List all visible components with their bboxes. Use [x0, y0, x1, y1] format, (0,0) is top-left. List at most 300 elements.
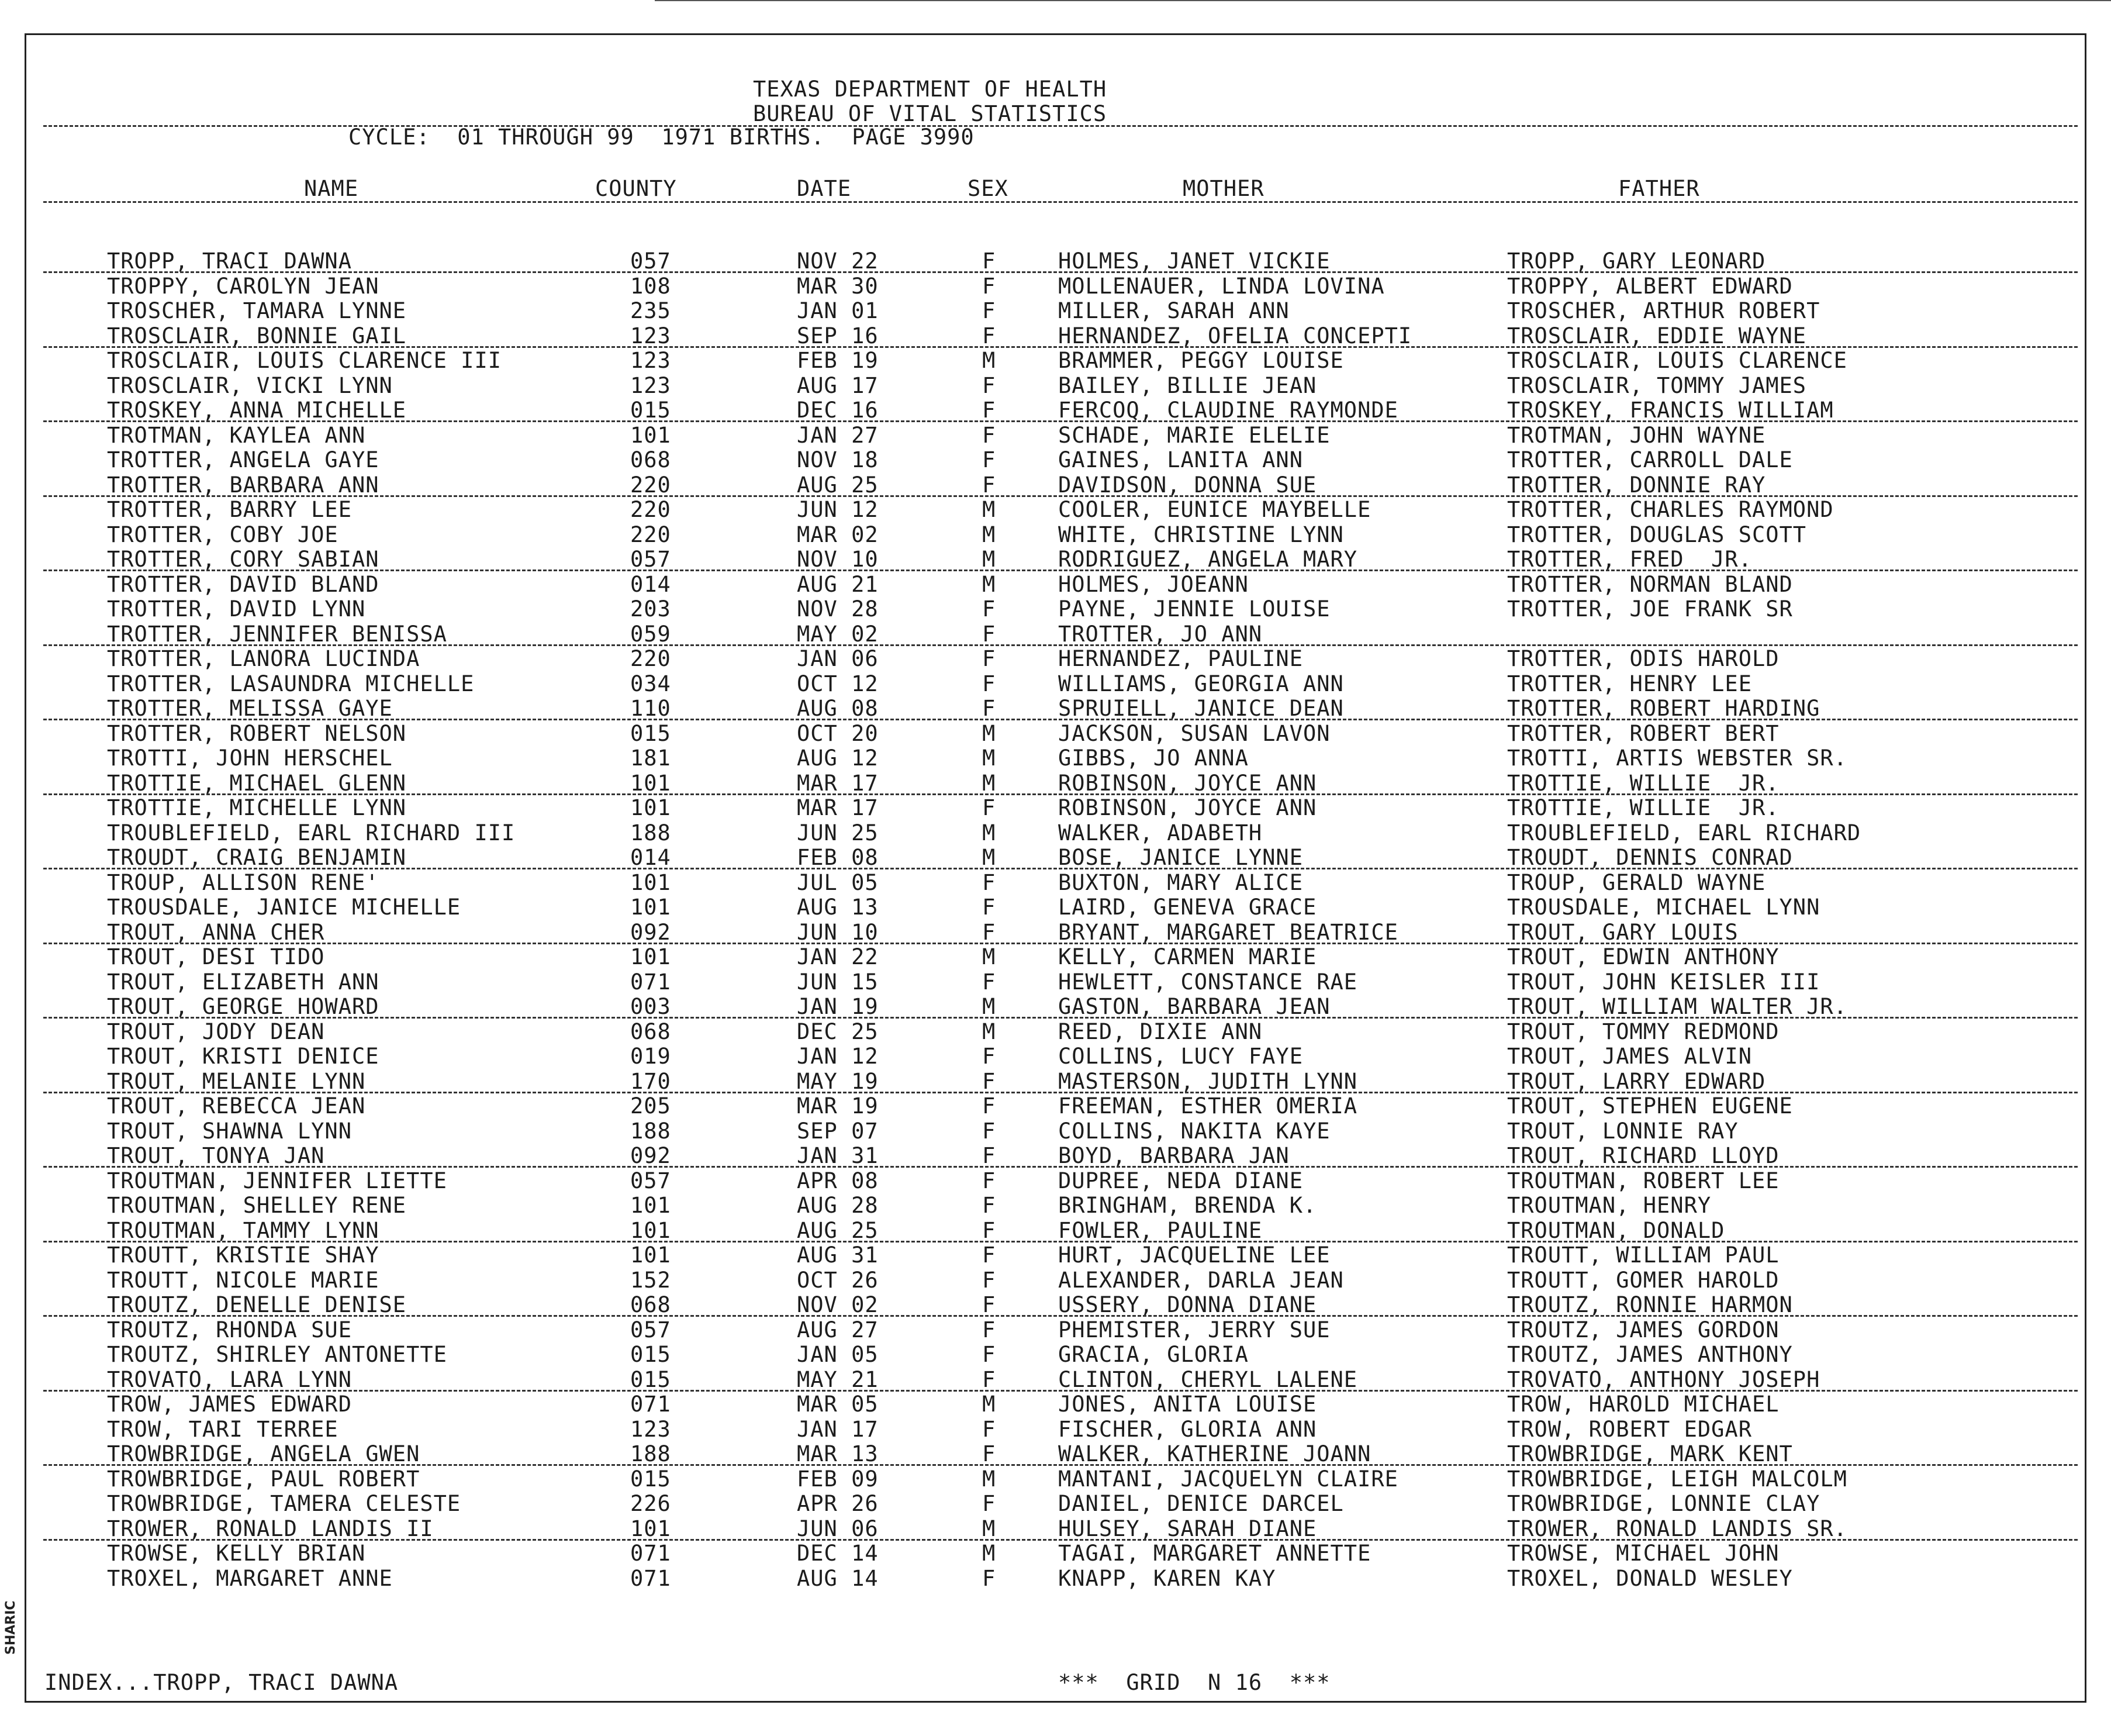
record-sex: F [982, 919, 996, 945]
record-name: TROTTER, CORY SABIAN [107, 547, 379, 572]
record-father: TROWBRIDGE, LONNIE CLAY [1507, 1491, 1820, 1516]
record-sex: F [982, 1416, 996, 1442]
record-county: 019 [630, 1044, 671, 1069]
record-name: TROWER, RONALD LANDIS II [107, 1516, 434, 1541]
record-county: 181 [630, 746, 671, 771]
record-name: TROTTER, ANGELA GAYE [107, 447, 379, 472]
record-sex: M [982, 571, 996, 597]
record-date: AUG 25 [797, 472, 879, 498]
record-sex: F [982, 621, 996, 647]
record-sex: F [982, 671, 996, 696]
record-date: AUG 17 [797, 372, 879, 398]
record-mother: COOLER, EUNICE MAYBELLE [1058, 497, 1371, 522]
record-mother: SPRUIELL, JANICE DEAN [1058, 696, 1344, 721]
record-sex: F [982, 1217, 996, 1243]
record-father: TROTTER, FRED JR. [1507, 547, 1752, 572]
record-sex: F [982, 1317, 996, 1342]
record-sex: F [982, 969, 996, 995]
record-date: JUN 10 [797, 919, 879, 945]
record-mother: PAYNE, JENNIE LOUISE [1058, 596, 1331, 622]
record-county: 068 [630, 1292, 671, 1317]
record-father: TROUP, GERALD WAYNE [1507, 869, 1766, 895]
record-name: TROTTER, DAVID BLAND [107, 571, 379, 597]
record-sex: F [982, 646, 996, 671]
column-header-sex: SEX [968, 176, 1008, 201]
record-mother: MILLER, SARAH ANN [1058, 298, 1290, 323]
record-county: 015 [630, 1342, 671, 1367]
record-mother: HULSEY, SARAH DIANE [1058, 1516, 1317, 1541]
record-mother: TROTTER, JO ANN [1058, 621, 1263, 647]
record-sex: F [982, 1193, 996, 1218]
record-sex: F [982, 1491, 996, 1516]
record-mother: COLLINS, LUCY FAYE [1058, 1044, 1303, 1069]
record-mother: WALKER, KATHERINE JOANN [1058, 1441, 1371, 1466]
record-name: TROTTER, LANORA LUCINDA [107, 646, 420, 671]
record-mother: WALKER, ADABETH [1058, 820, 1263, 845]
record-date: FEB 09 [797, 1466, 879, 1492]
record-sex: F [982, 447, 996, 472]
record-date: JUN 06 [797, 1516, 879, 1541]
record-name: TROVATO, LARA LYNN [107, 1366, 352, 1392]
record-mother: ROBINSON, JOYCE ANN [1058, 795, 1317, 820]
record-father: TROW, HAROLD MICHAEL [1507, 1392, 1780, 1417]
record-father: TROTTER, DOUGLAS SCOTT [1507, 522, 1807, 547]
record-county: 057 [630, 547, 671, 572]
row-group-separator [43, 1166, 2078, 1168]
record-county: 057 [630, 1317, 671, 1342]
record-mother: BUXTON, MARY ALICE [1058, 869, 1303, 895]
record-sex: F [982, 1441, 996, 1466]
record-name: TROUTT, NICOLE MARIE [107, 1267, 379, 1293]
record-mother: GASTON, BARBARA JEAN [1058, 994, 1331, 1019]
record-mother: GRACIA, GLORIA [1058, 1342, 1249, 1367]
record-name: TROUT, ANNA CHER [107, 919, 325, 945]
record-mother: SCHADE, MARIE ELELIE [1058, 422, 1331, 448]
record-county: 015 [630, 398, 671, 423]
record-father: TROUT, JAMES ALVIN [1507, 1044, 1752, 1069]
record-mother: FREEMAN, ESTHER OMERIA [1058, 1093, 1358, 1119]
record-sex: F [982, 1118, 996, 1144]
record-father: TROSCLAIR, TOMMY JAMES [1507, 372, 1807, 398]
record-father: TROTTER, ODIS HAROLD [1507, 646, 1780, 671]
record-sex: M [982, 720, 996, 746]
record-mother: GAINES, LANITA ANN [1058, 447, 1303, 472]
row-group-separator [43, 868, 2078, 869]
record-name: TROUT, KRISTI DENICE [107, 1044, 379, 1069]
record-county: 152 [630, 1267, 671, 1293]
record-name: TROUT, DESI TIDO [107, 944, 325, 969]
record-mother: CLINTON, CHERYL LALENE [1058, 1366, 1358, 1392]
record-father: TROUT, EDWIN ANTHONY [1507, 944, 1780, 969]
record-father: TROSCLAIR, EDDIE WAYNE [1507, 323, 1807, 348]
record-county: 220 [630, 472, 671, 498]
record-father: TROPP, GARY LEONARD [1507, 249, 1766, 274]
record-mother: FISCHER, GLORIA ANN [1058, 1416, 1317, 1442]
record-sex: F [982, 1565, 996, 1591]
column-header-mother: MOTHER [1183, 176, 1264, 201]
record-date: AUG 31 [797, 1243, 879, 1268]
row-group-separator [43, 271, 2078, 273]
record-father: TROUTMAN, ROBERT LEE [1507, 1168, 1780, 1193]
record-county: 123 [630, 348, 671, 373]
record-county: 003 [630, 994, 671, 1019]
record-date: DEC 25 [797, 1019, 879, 1044]
record-father: TROUTZ, JAMES ANTHONY [1507, 1342, 1793, 1367]
record-name: TROUTMAN, JENNIFER LIETTE [107, 1168, 447, 1193]
record-mother: MASTERSON, JUDITH LYNN [1058, 1068, 1358, 1094]
record-mother: MANTANI, JACQUELYN CLAIRE [1058, 1466, 1398, 1492]
record-mother: HOLMES, JOEANN [1058, 571, 1249, 597]
column-header-separator [43, 201, 2078, 203]
record-county: 188 [630, 820, 671, 845]
record-county: 101 [630, 422, 671, 448]
record-county: 170 [630, 1068, 671, 1094]
record-mother: BOSE, JANICE LYNNE [1058, 845, 1303, 870]
record-county: 092 [630, 1143, 671, 1168]
cycle-line: CYCLE: 01 THROUGH 99 1971 BIRTHS. PAGE 3990 [348, 125, 975, 150]
record-date: SEP 07 [797, 1118, 879, 1144]
record-date: JAN 12 [797, 1044, 879, 1069]
record-sex: F [982, 795, 996, 820]
record-date: JAN 17 [797, 1416, 879, 1442]
record-name: TROUTMAN, SHELLEY RENE [107, 1193, 407, 1218]
record-mother: DUPREE, NEDA DIANE [1058, 1168, 1303, 1193]
record-name: TROTTER, LASAUNDRA MICHELLE [107, 671, 475, 696]
record-father: TROXEL, DONALD WESLEY [1507, 1565, 1793, 1591]
record-county: 034 [630, 671, 671, 696]
record-sex: M [982, 1541, 996, 1566]
record-mother: PHEMISTER, JERRY SUE [1058, 1317, 1331, 1342]
record-county: 015 [630, 1466, 671, 1492]
record-mother: FERCOQ, CLAUDINE RAYMONDE [1058, 398, 1398, 423]
record-county: 015 [630, 720, 671, 746]
column-header-county: COUNTY [595, 176, 677, 201]
record-name: TROUT, MELANIE LYNN [107, 1068, 366, 1094]
record-county: 101 [630, 1193, 671, 1218]
record-county: 110 [630, 696, 671, 721]
record-father: TROUBLEFIELD, EARL RICHARD [1507, 820, 1861, 845]
top-edge-line [655, 0, 2111, 1]
record-date: JUN 25 [797, 820, 879, 845]
record-date: JAN 06 [797, 646, 879, 671]
record-sex: M [982, 547, 996, 572]
record-date: APR 26 [797, 1491, 879, 1516]
record-date: MAR 17 [797, 770, 879, 796]
record-sex: F [982, 323, 996, 348]
record-county: 220 [630, 497, 671, 522]
record-county: 092 [630, 919, 671, 945]
record-date: AUG 21 [797, 571, 879, 597]
record-father: TROUT, TOMMY REDMOND [1507, 1019, 1780, 1044]
record-sex: F [982, 1093, 996, 1119]
record-name: TROTTER, BARBARA ANN [107, 472, 379, 498]
record-county: 220 [630, 522, 671, 547]
record-sex: F [982, 372, 996, 398]
record-name: TROTMAN, KAYLEA ANN [107, 422, 366, 448]
record-date: MAR 02 [797, 522, 879, 547]
record-sex: M [982, 746, 996, 771]
column-header-date: DATE [797, 176, 852, 201]
grid-footer: *** GRID N 16 *** [1058, 1670, 1331, 1695]
record-date: JAN 05 [797, 1342, 879, 1367]
record-date: JUN 15 [797, 969, 879, 995]
record-mother: DANIEL, DENICE DARCEL [1058, 1491, 1344, 1516]
record-name: TROPP, TRACI DAWNA [107, 249, 352, 274]
record-county: 205 [630, 1093, 671, 1119]
record-father: TROW, ROBERT EDGAR [1507, 1416, 1752, 1442]
record-name: TROUT, REBECCA JEAN [107, 1093, 366, 1119]
record-father: TROTTER, JOE FRANK SR [1507, 596, 1793, 622]
record-mother: JACKSON, SUSAN LAVON [1058, 720, 1331, 746]
record-sex: M [982, 1019, 996, 1044]
row-group-separator [43, 1017, 2078, 1019]
record-date: NOV 02 [797, 1292, 879, 1317]
record-date: APR 08 [797, 1168, 879, 1193]
record-father: TROUTMAN, HENRY [1507, 1193, 1712, 1218]
record-mother: COLLINS, NAKITA KAYE [1058, 1118, 1331, 1144]
record-mother: FOWLER, PAULINE [1058, 1217, 1263, 1243]
record-county: 015 [630, 1366, 671, 1392]
record-county: 068 [630, 1019, 671, 1044]
record-mother: TAGAI, MARGARET ANNETTE [1058, 1541, 1371, 1566]
record-mother: HEWLETT, CONSTANCE RAE [1058, 969, 1358, 995]
record-county: 220 [630, 646, 671, 671]
record-name: TROW, JAMES EDWARD [107, 1392, 352, 1417]
record-date: OCT 26 [797, 1267, 879, 1293]
record-sex: F [982, 1143, 996, 1168]
record-sex: F [982, 1243, 996, 1268]
record-father: TROTTIE, WILLIE JR. [1507, 795, 1780, 820]
record-name: TROXEL, MARGARET ANNE [107, 1565, 393, 1591]
record-father: TROWSE, MICHAEL JOHN [1507, 1541, 1780, 1566]
record-father: TROWBRIDGE, LEIGH MALCOLM [1507, 1466, 1847, 1492]
record-name: TROUT, TONYA JAN [107, 1143, 325, 1168]
record-date: JAN 27 [797, 422, 879, 448]
record-father: TROTTIE, WILLIE JR. [1507, 770, 1780, 796]
record-father: TROUT, GARY LOUIS [1507, 919, 1739, 945]
record-father: TROSKEY, FRANCIS WILLIAM [1507, 398, 1834, 423]
record-date: MAR 13 [797, 1441, 879, 1466]
record-county: 068 [630, 447, 671, 472]
record-date: AUG 13 [797, 895, 879, 920]
record-county: 101 [630, 1217, 671, 1243]
record-county: 057 [630, 249, 671, 274]
record-name: TROW, TARI TERREE [107, 1416, 338, 1442]
record-date: AUG 28 [797, 1193, 879, 1218]
record-father: TROSCLAIR, LOUIS CLARENCE [1507, 348, 1847, 373]
record-mother: KNAPP, KAREN KAY [1058, 1565, 1276, 1591]
record-mother: RODRIGUEZ, ANGELA MARY [1058, 547, 1358, 572]
record-father: TROUTZ, JAMES GORDON [1507, 1317, 1780, 1342]
record-county: 123 [630, 1416, 671, 1442]
record-father: TROVATO, ANTHONY JOSEPH [1507, 1366, 1820, 1392]
record-mother: BOYD, BARBARA JAN [1058, 1143, 1290, 1168]
record-date: FEB 08 [797, 845, 879, 870]
record-date: DEC 16 [797, 398, 879, 423]
record-father: TROUT, LARRY EDWARD [1507, 1068, 1766, 1094]
agency-title: TEXAS DEPARTMENT OF HEALTH [753, 77, 1107, 102]
side-label: SHARIC [4, 1600, 18, 1655]
record-mother: JONES, ANITA LOUISE [1058, 1392, 1317, 1417]
record-mother: WILLIAMS, GEORGIA ANN [1058, 671, 1344, 696]
record-mother: HOLMES, JANET VICKIE [1058, 249, 1331, 274]
record-father: TROWER, RONALD LANDIS SR. [1507, 1516, 1847, 1541]
record-father: TROTTER, CHARLES RAYMOND [1507, 497, 1834, 522]
record-name: TROTTER, COBY JOE [107, 522, 338, 547]
row-group-separator [43, 420, 2078, 422]
record-father: TROUSDALE, MICHAEL LYNN [1507, 895, 1820, 920]
record-name: TROTTER, ROBERT NELSON [107, 720, 407, 746]
record-sex: M [982, 770, 996, 796]
record-mother: DAVIDSON, DONNA SUE [1058, 472, 1317, 498]
record-sex: F [982, 1168, 996, 1193]
record-father: TROPPY, ALBERT EDWARD [1507, 273, 1793, 299]
record-name: TROSCLAIR, VICKI LYNN [107, 372, 393, 398]
record-name: TROTTER, MELISSA GAYE [107, 696, 393, 721]
record-name: TROTTIE, MICHELLE LYNN [107, 795, 407, 820]
record-date: JUN 12 [797, 497, 879, 522]
row-group-separator [43, 719, 2078, 720]
record-name: TROSCLAIR, BONNIE GAIL [107, 323, 407, 348]
record-name: TROUT, GEORGE HOWARD [107, 994, 379, 1019]
record-sex: M [982, 1516, 996, 1541]
record-county: 188 [630, 1118, 671, 1144]
record-mother: REED, DIXIE ANN [1058, 1019, 1263, 1044]
record-county: 101 [630, 869, 671, 895]
record-mother: BRINGHAM, BRENDA K. [1058, 1193, 1317, 1218]
record-mother: GIBBS, JO ANNA [1058, 746, 1249, 771]
record-sex: F [982, 422, 996, 448]
record-sex: F [982, 298, 996, 323]
record-father: TROUT, WILLIAM WALTER JR. [1507, 994, 1847, 1019]
record-county: 188 [630, 1441, 671, 1466]
record-name: TROUT, ELIZABETH ANN [107, 969, 379, 995]
record-date: AUG 25 [797, 1217, 879, 1243]
record-mother: BRAMMER, PEGGY LOUISE [1058, 348, 1344, 373]
record-sex: F [982, 1044, 996, 1069]
record-date: MAR 17 [797, 795, 879, 820]
record-name: TROUTZ, RHONDA SUE [107, 1317, 352, 1342]
record-sex: F [982, 249, 996, 274]
record-father: TROUTT, WILLIAM PAUL [1507, 1243, 1780, 1268]
record-father: TROTTER, DONNIE RAY [1507, 472, 1766, 498]
record-name: TROSCLAIR, LOUIS CLARENCE III [107, 348, 502, 373]
record-sex: F [982, 1366, 996, 1392]
record-date: FEB 19 [797, 348, 879, 373]
record-name: TROWSE, KELLY BRIAN [107, 1541, 366, 1566]
record-father: TROTTI, ARTIS WEBSTER SR. [1507, 746, 1847, 771]
record-sex: F [982, 1068, 996, 1094]
record-date: SEP 16 [797, 323, 879, 348]
row-group-separator [43, 1464, 2078, 1466]
record-county: 059 [630, 621, 671, 647]
record-sex: M [982, 944, 996, 969]
record-father: TROUTMAN, DONALD [1507, 1217, 1725, 1243]
record-name: TROUSDALE, JANICE MICHELLE [107, 895, 461, 920]
record-mother: KELLY, CARMEN MARIE [1058, 944, 1317, 969]
record-county: 123 [630, 323, 671, 348]
record-father: TROUT, STEPHEN EUGENE [1507, 1093, 1793, 1119]
record-sex: M [982, 1392, 996, 1417]
record-county: 057 [630, 1168, 671, 1193]
record-sex: M [982, 845, 996, 870]
record-date: AUG 12 [797, 746, 879, 771]
record-county: 101 [630, 770, 671, 796]
record-sex: M [982, 348, 996, 373]
record-county: 014 [630, 845, 671, 870]
record-date: JAN 01 [797, 298, 879, 323]
record-father: TROUT, RICHARD LLOYD [1507, 1143, 1780, 1168]
record-father: TROUT, JOHN KEISLER III [1507, 969, 1820, 995]
record-name: TROTTER, DAVID LYNN [107, 596, 366, 622]
record-sex: F [982, 696, 996, 721]
record-county: 101 [630, 944, 671, 969]
record-sex: F [982, 1292, 996, 1317]
record-county: 071 [630, 1541, 671, 1566]
row-group-separator [43, 1315, 2078, 1317]
record-date: AUG 08 [797, 696, 879, 721]
record-date: MAR 30 [797, 273, 879, 299]
record-name: TROWBRIDGE, ANGELA GWEN [107, 1441, 420, 1466]
record-father: TROUTZ, RONNIE HARMON [1507, 1292, 1793, 1317]
record-name: TROTTER, BARRY LEE [107, 497, 352, 522]
record-father: TROWBRIDGE, MARK KENT [1507, 1441, 1793, 1466]
record-mother: MOLLENAUER, LINDA LOVINA [1058, 273, 1385, 299]
record-date: JAN 19 [797, 994, 879, 1019]
record-date: OCT 12 [797, 671, 879, 696]
record-sex: F [982, 596, 996, 622]
record-mother: BRYANT, MARGARET BEATRICE [1058, 919, 1398, 945]
record-date: NOV 28 [797, 596, 879, 622]
record-county: 226 [630, 1491, 671, 1516]
record-date: AUG 14 [797, 1565, 879, 1591]
record-father: TROTTER, CARROLL DALE [1507, 447, 1793, 472]
record-county: 108 [630, 273, 671, 299]
record-name: TROWBRIDGE, PAUL ROBERT [107, 1466, 420, 1492]
record-county: 014 [630, 571, 671, 597]
record-date: MAR 19 [797, 1093, 879, 1119]
record-sex: F [982, 273, 996, 299]
record-county: 071 [630, 1392, 671, 1417]
record-mother: ALEXANDER, DARLA JEAN [1058, 1267, 1344, 1293]
column-header-father: FATHER [1618, 176, 1700, 201]
record-name: TROUTZ, SHIRLEY ANTONETTE [107, 1342, 447, 1367]
record-sex: M [982, 497, 996, 522]
row-group-separator [43, 570, 2078, 571]
bureau-title: BUREAU OF VITAL STATISTICS [753, 101, 1107, 126]
record-date: NOV 18 [797, 447, 879, 472]
record-name: TROUT, SHAWNA LYNN [107, 1118, 352, 1144]
record-mother: HURT, JACQUELINE LEE [1058, 1243, 1331, 1268]
record-date: MAY 02 [797, 621, 879, 647]
record-father: TROTTER, NORMAN BLAND [1507, 571, 1793, 597]
record-mother: LAIRD, GENEVA GRACE [1058, 895, 1317, 920]
record-date: JAN 22 [797, 944, 879, 969]
record-name: TROUP, ALLISON RENE' [107, 869, 379, 895]
record-mother: WHITE, CHRISTINE LYNN [1058, 522, 1344, 547]
record-father: TROSCHER, ARTHUR ROBERT [1507, 298, 1820, 323]
record-name: TROUTT, KRISTIE SHAY [107, 1243, 379, 1268]
record-date: MAY 21 [797, 1366, 879, 1392]
record-father: TROTTER, HENRY LEE [1507, 671, 1752, 696]
record-sex: M [982, 1466, 996, 1492]
record-sex: M [982, 820, 996, 845]
record-county: 071 [630, 1565, 671, 1591]
record-mother: HERNANDEZ, PAULINE [1058, 646, 1303, 671]
record-county: 101 [630, 1243, 671, 1268]
record-date: MAY 19 [797, 1068, 879, 1094]
record-county: 071 [630, 969, 671, 995]
